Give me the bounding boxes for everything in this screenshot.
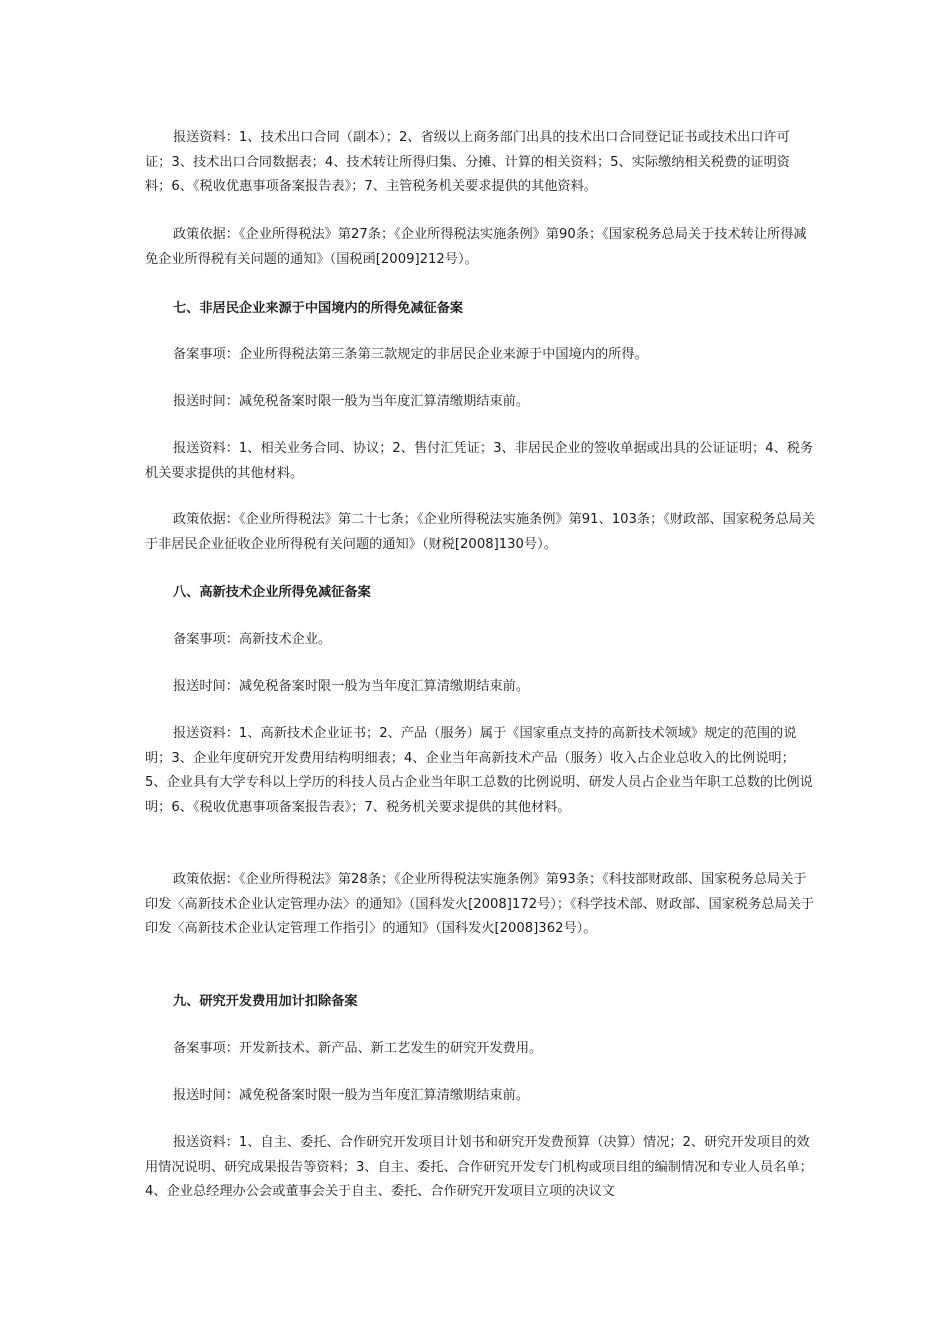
- paragraph-hightech-materials: 报送资料：1、高新技术企业证书；2、产品（服务）属于《国家重点支持的高新技术领域》规定的范围的说明；3、企业年度研究开发费用结构明细表；4、企业当年高新技术产品（服务）收入占企业总收入的比例说明； 5、企业具有大学专科以上学历的科技人员占企业当年职工总数的比例说明、研发人员占企业当年职工总数的比例说明；6、《税收优惠事项备案报告表》；7、税务机关要求提供的其他材料。: [145, 726, 813, 815]
- paragraph-export-policy: 政策依据：《企业所得税法》第27条；《企业所得税法实施条例》第90条；《国家税务总局关于技术转让所得减免企业所得税有关问题的通知》（国税函[2009]212号）。: [145, 227, 807, 267]
- paragraph-hightech-policy: 政策依据：《企业所得税法》第28条；《企业所得税法实施条例》第93条；《科技部财政部、国家税务总局关于印发〈高新技术企业认定管理办法〉的通知》（国科发火[2008]172号）；《科学技术部、财政部、国家税务总局关于印发〈高新技术企业认定管理工作指引〉的通知》（国科发火[2008]362号）。: [145, 872, 815, 936]
- paragraph-hightech-item: 备案事项：高新技术企业。: [173, 632, 332, 647]
- paragraph-rd-item: 备案事项：开发新技术、新产品、新工艺发生的研究开发费用。: [173, 1041, 543, 1056]
- paragraph-nonresident-time: 报送时间：减免税备案时限一般为当年度汇算清缴期结束前。: [173, 394, 530, 409]
- paragraph-rd-materials: 报送资料：1、自主、委托、合作研究开发项目计划书和研究开发费预算（决算）情况；2、研究开发项目的效用情况说明、研究成果报告等资料；3、自主、委托、合作研究开发专门机构或项目组的编制情况和专业人员名单；4、企业总经理办公会或董事会关于自主、委托、合作研究开发项目立项的决议文: [145, 1135, 813, 1199]
- paragraph-nonresident-policy: 政策依据：《企业所得税法》第二十七条；《企业所得税法实施条例》第91、103条；《财政部、国家税务总局关于非居民企业征收企业所得税有关问题的通知》（财税[2008]130号）。: [145, 512, 815, 552]
- paragraph-nonresident-item: 备案事项：企业所得税法第三条第三款规定的非居民企业来源于中国境内的所得。: [173, 347, 648, 362]
- paragraph-nonresident-materials: 报送资料：1、相关业务合同、协议；2、售付汇凭证；3、非居民企业的签收单据或出具的公证证明；4、税务机关要求提供的其他材料。: [145, 441, 814, 481]
- paragraph-hightech-time: 报送时间：减免税备案时限一般为当年度汇算清缴期结束前。: [173, 679, 530, 694]
- paragraph-export-materials: 报送资料：1、技术出口合同（副本）；2、省级以上商务部门出具的技术出口合同登记证书或技术出口许可证；3、技术出口合同数据表；4、技术转让所得归集、分摊、计算的相关资料；5、实际缴纳相关税费的证明资料；6、《税收优惠事项备案报告表》；7、主管税务机关要求提供的其他资料。: [145, 130, 790, 194]
- section-heading-9: 九、研究开发费用加计扣除备案: [173, 994, 358, 1009]
- section-heading-8: 八、高新技术企业所得免减征备案: [173, 585, 371, 600]
- section-heading-7: 七、非居民企业来源于中国境内的所得免减征备案: [173, 301, 464, 316]
- paragraph-rd-time: 报送时间：减免税备案时限一般为当年度汇算清缴期结束前。: [173, 1088, 530, 1103]
